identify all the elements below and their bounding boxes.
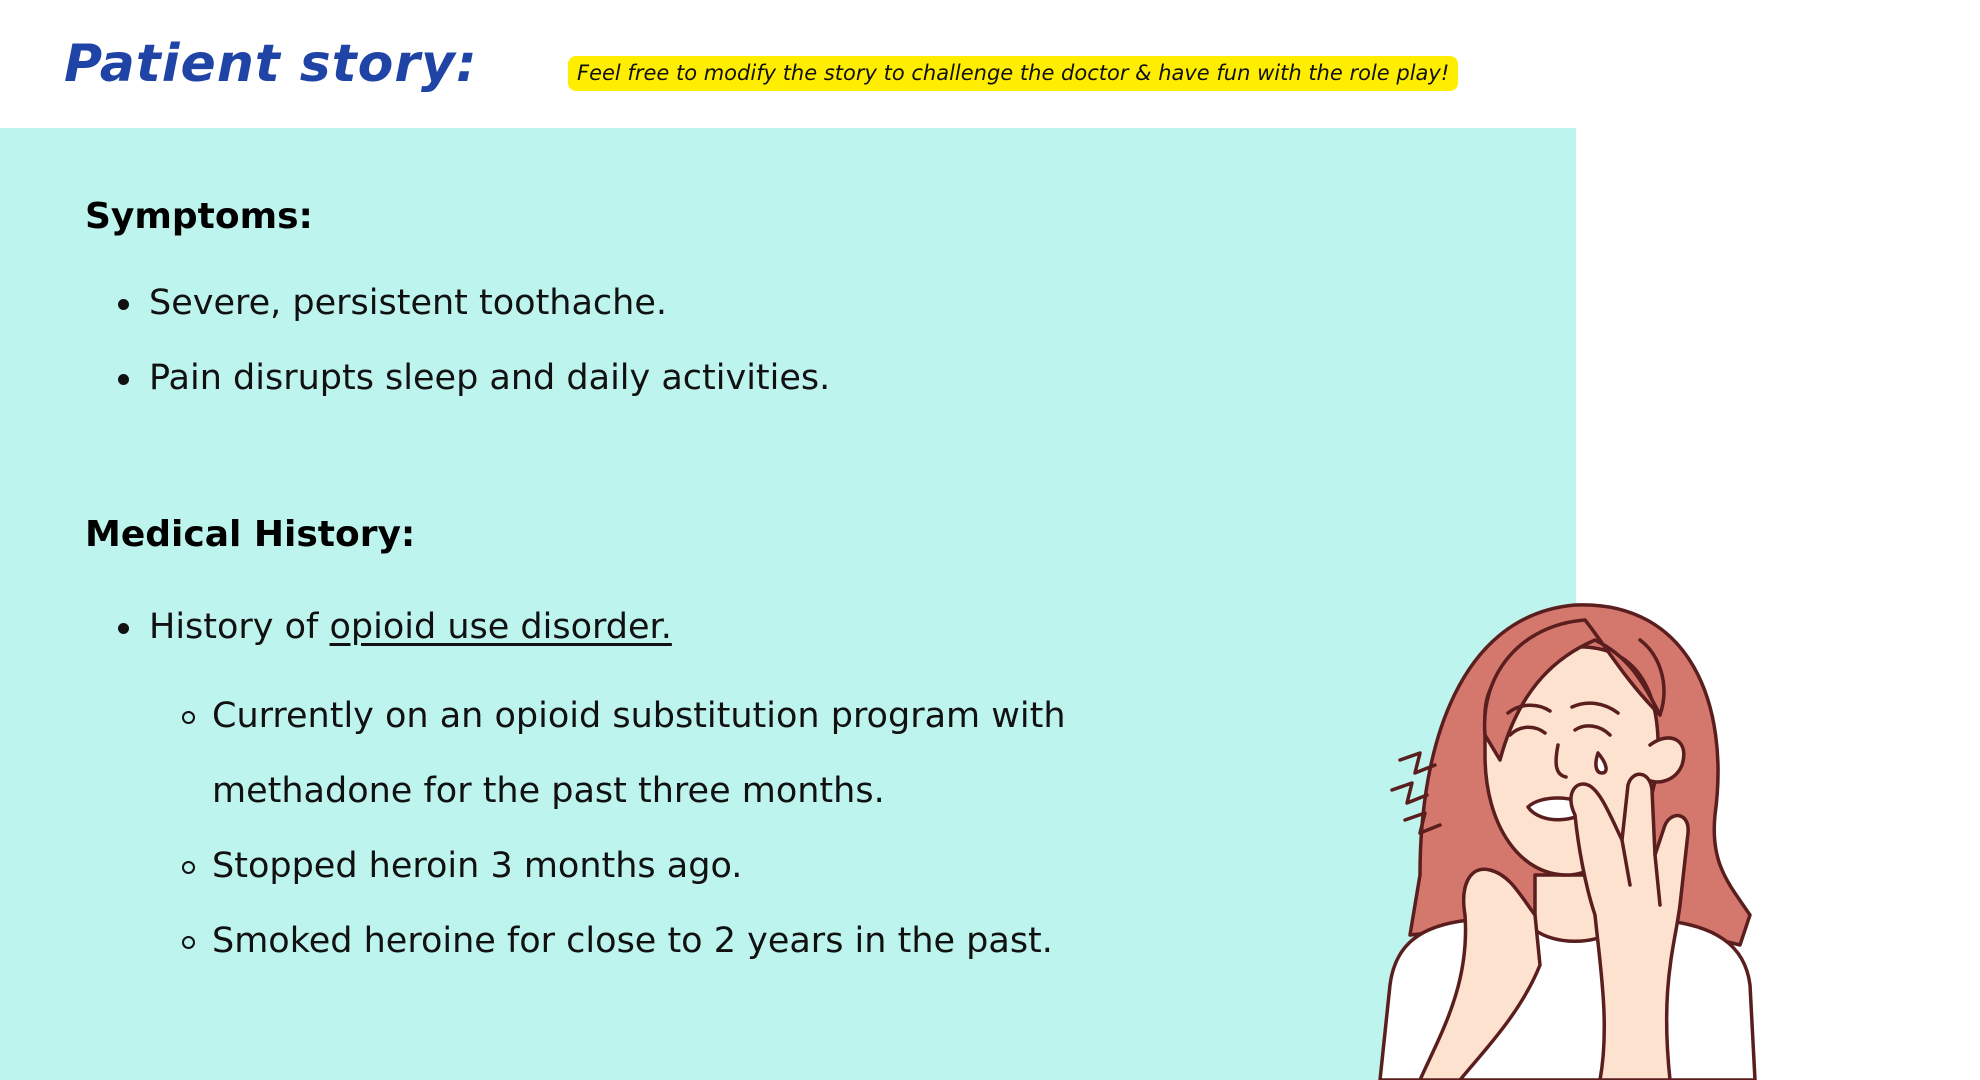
list-item: Currently on an opioid substitution program with methadone for the past three months. — [0, 679, 1162, 829]
symptoms-list — [0, 266, 830, 416]
opioid-use-disorder-link[interactable]: opioid use disorder. — [329, 607, 672, 647]
page-title: Patient story: — [64, 34, 478, 94]
history-prefix: History of — [149, 607, 330, 647]
medical-history-heading: Medical History: — [85, 514, 416, 555]
list-item: Stopped heroin 3 months ago. — [0, 829, 1162, 904]
list-item — [0, 590, 672, 665]
symptoms-heading: Symptoms: — [85, 196, 313, 237]
list-item: Smoked heroine for close to 2 years in the past. — [0, 904, 1162, 979]
role-play-note: Feel free to modify the story to challenge the doctor & have fun with the role play! — [568, 56, 1458, 91]
medical-history-list — [0, 590, 672, 665]
list-item: Severe, persistent toothache. — [0, 266, 830, 341]
list-item: Pain disrupts sleep and daily activities. — [0, 341, 830, 416]
woman-with-toothache-illustration — [1360, 585, 1800, 1080]
medical-history-sublist — [0, 679, 1162, 979]
